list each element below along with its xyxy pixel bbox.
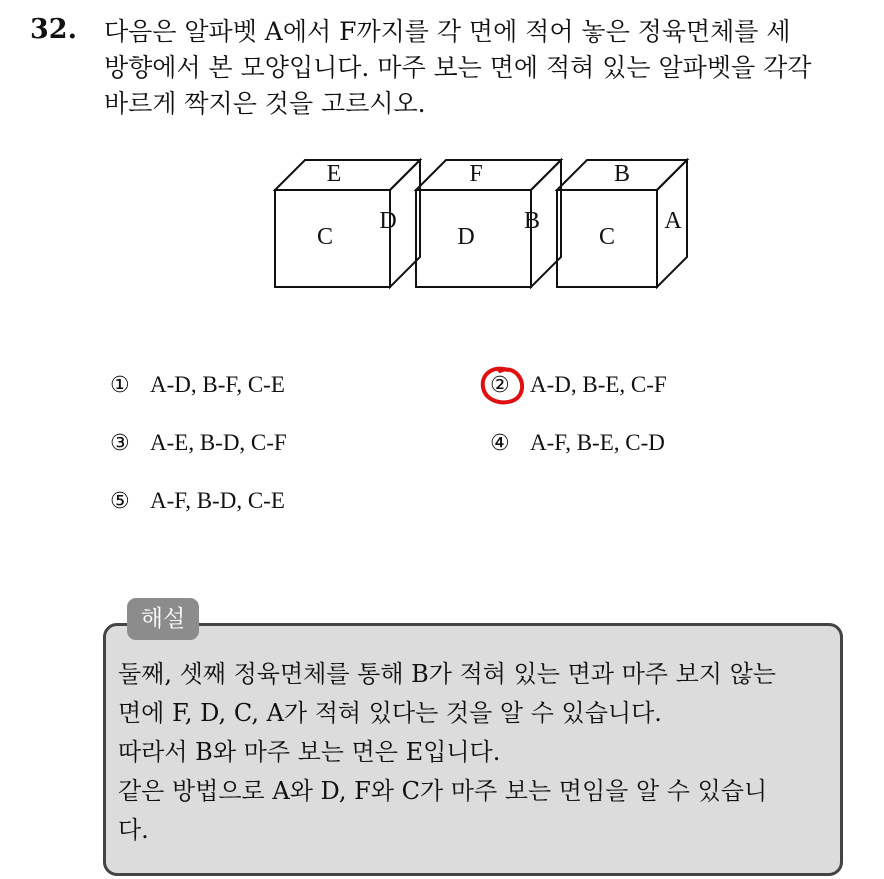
question-number: 32.: [30, 14, 77, 45]
choice-1-number: ①: [110, 373, 130, 398]
choice-4-number: ④: [490, 431, 510, 456]
cube-3-front-label: C: [598, 224, 616, 250]
cube-2-side-label: B: [523, 208, 541, 234]
solution-tag: 해설: [127, 598, 199, 640]
cube-1-front-label: C: [316, 224, 334, 250]
cube-1-side-label: D: [379, 208, 397, 234]
cube-3-top-label: B: [613, 161, 631, 187]
choice-1[interactable]: [110, 372, 285, 398]
cube-1-top-label: E: [326, 161, 342, 187]
cube-2-top-face: [416, 160, 561, 190]
cube-figure: [270, 155, 690, 295]
choice-5-number: ⑤: [110, 489, 130, 514]
solution-text: [118, 655, 830, 850]
choice-1-text: A-D, B-F, C-E: [150, 372, 285, 397]
cube-1-top-face: [275, 160, 420, 190]
choice-3[interactable]: [110, 430, 287, 456]
answer-circle-mark: [478, 365, 526, 407]
cube-3-side-label: A: [664, 208, 682, 234]
choice-5[interactable]: [110, 488, 285, 514]
solution-line: 다.: [118, 816, 149, 844]
question-line: 바르게 짝지은 것을 고르시오.: [104, 89, 426, 118]
cube-2-front-label: D: [457, 224, 475, 250]
choice-3-number: ③: [110, 431, 130, 456]
choice-3-text: A-E, B-D, C-F: [150, 430, 287, 455]
solution-line: 면에 F, D, C, A가 적혀 있다는 것을 알 수 있습니다.: [118, 699, 662, 727]
solution-line: 둘째, 셋째 정육면체를 통해 B가 적혀 있는 면과 마주 보지 않는: [118, 660, 776, 688]
solution-line: 따라서 B와 마주 보는 면은 E입니다.: [118, 738, 501, 766]
question-text: [104, 14, 864, 122]
choice-4[interactable]: [490, 430, 665, 456]
choice-5-text: A-F, B-D, C-E: [150, 488, 285, 513]
cube-1: [275, 160, 420, 287]
question-line: 방향에서 본 모양입니다. 마주 보는 면에 적혀 있는 알파벳을 각각: [104, 53, 812, 82]
question-line: 다음은 알파벳 A에서 F까지를 각 면에 적어 놓은 정육면체를 세: [104, 17, 791, 46]
choice-4-text: A-F, B-E, C-D: [530, 430, 665, 455]
cube-2-top-label: F: [469, 161, 483, 187]
solution-line: 같은 방법으로 A와 D, F와 C가 마주 보는 면임을 알 수 있습니: [118, 777, 768, 805]
choice-2-text: A-D, B-E, C-F: [530, 372, 667, 397]
choice-2-number: ②: [490, 373, 510, 398]
